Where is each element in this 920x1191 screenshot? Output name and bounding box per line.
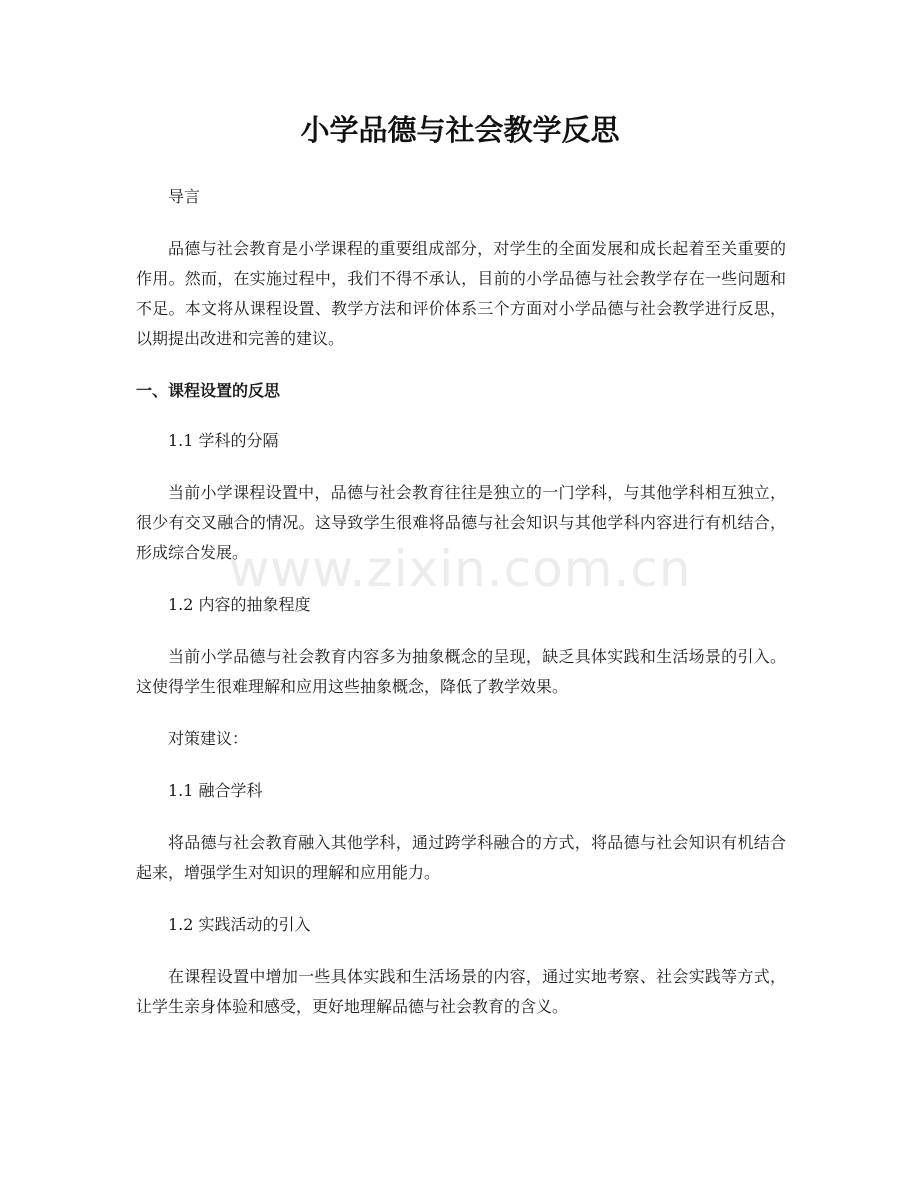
paragraph-s-1-2: 在课程设置中增加一些具体实践和生活场景的内容，通过实地考察、社会实践等方式，让学生亲身体验和感受，更好地理解品德与社会教育的含义。 xyxy=(136,967,786,1016)
subheading-1-2: 1.2 内容的抽象程度 xyxy=(168,595,311,614)
section-heading-1: 一、课程设置的反思 xyxy=(136,381,281,400)
subheading-s-1-1: 1.1 融合学科 xyxy=(168,781,263,800)
suggestions-label: 对策建议： xyxy=(168,729,249,748)
paragraph-1-1: 当前小学课程设置中，品德与社会教育往往是独立的一门学科，与其他学科相互独立，很少有交叉融合的情况。这导致学生很难将品德与社会知识与其他学科内容进行有机结合，形成综合发展。 xyxy=(136,483,786,562)
paragraph-1-2: 当前小学品德与社会教育内容多为抽象概念的呈现，缺乏具体实践和生活场景的引入。这使得学生很难理解和应用这些抽象概念，降低了教学效果。 xyxy=(136,647,786,696)
watermark: www.zixin.com.cn xyxy=(228,540,692,598)
subheading-1-1: 1.1 学科的分隔 xyxy=(168,431,279,450)
intro-paragraph: 品德与社会教育是小学课程的重要组成部分，对学生的全面发展和成长起着至关重要的作用。然而，在实施过程中，我们不得不承认，目前的小学品德与社会教学存在一些问题和不足。本文将从课程设置、教学方法和评价体系三个方面对小学品德与社会教学进行反思，以期提出改进和完善的建议。 xyxy=(136,239,786,348)
subheading-s-1-2: 1.2 实践活动的引入 xyxy=(168,915,311,934)
intro-label: 导言 xyxy=(168,187,201,206)
paragraph-s-1-1: 将品德与社会教育融入其他学科，通过跨学科融合的方式，将品德与社会知识有机结合起来，增强学生对知识的理解和应用能力。 xyxy=(136,833,786,882)
document-title: 小学品德与社会教学反思 xyxy=(300,113,620,147)
document-body xyxy=(136,182,786,1044)
